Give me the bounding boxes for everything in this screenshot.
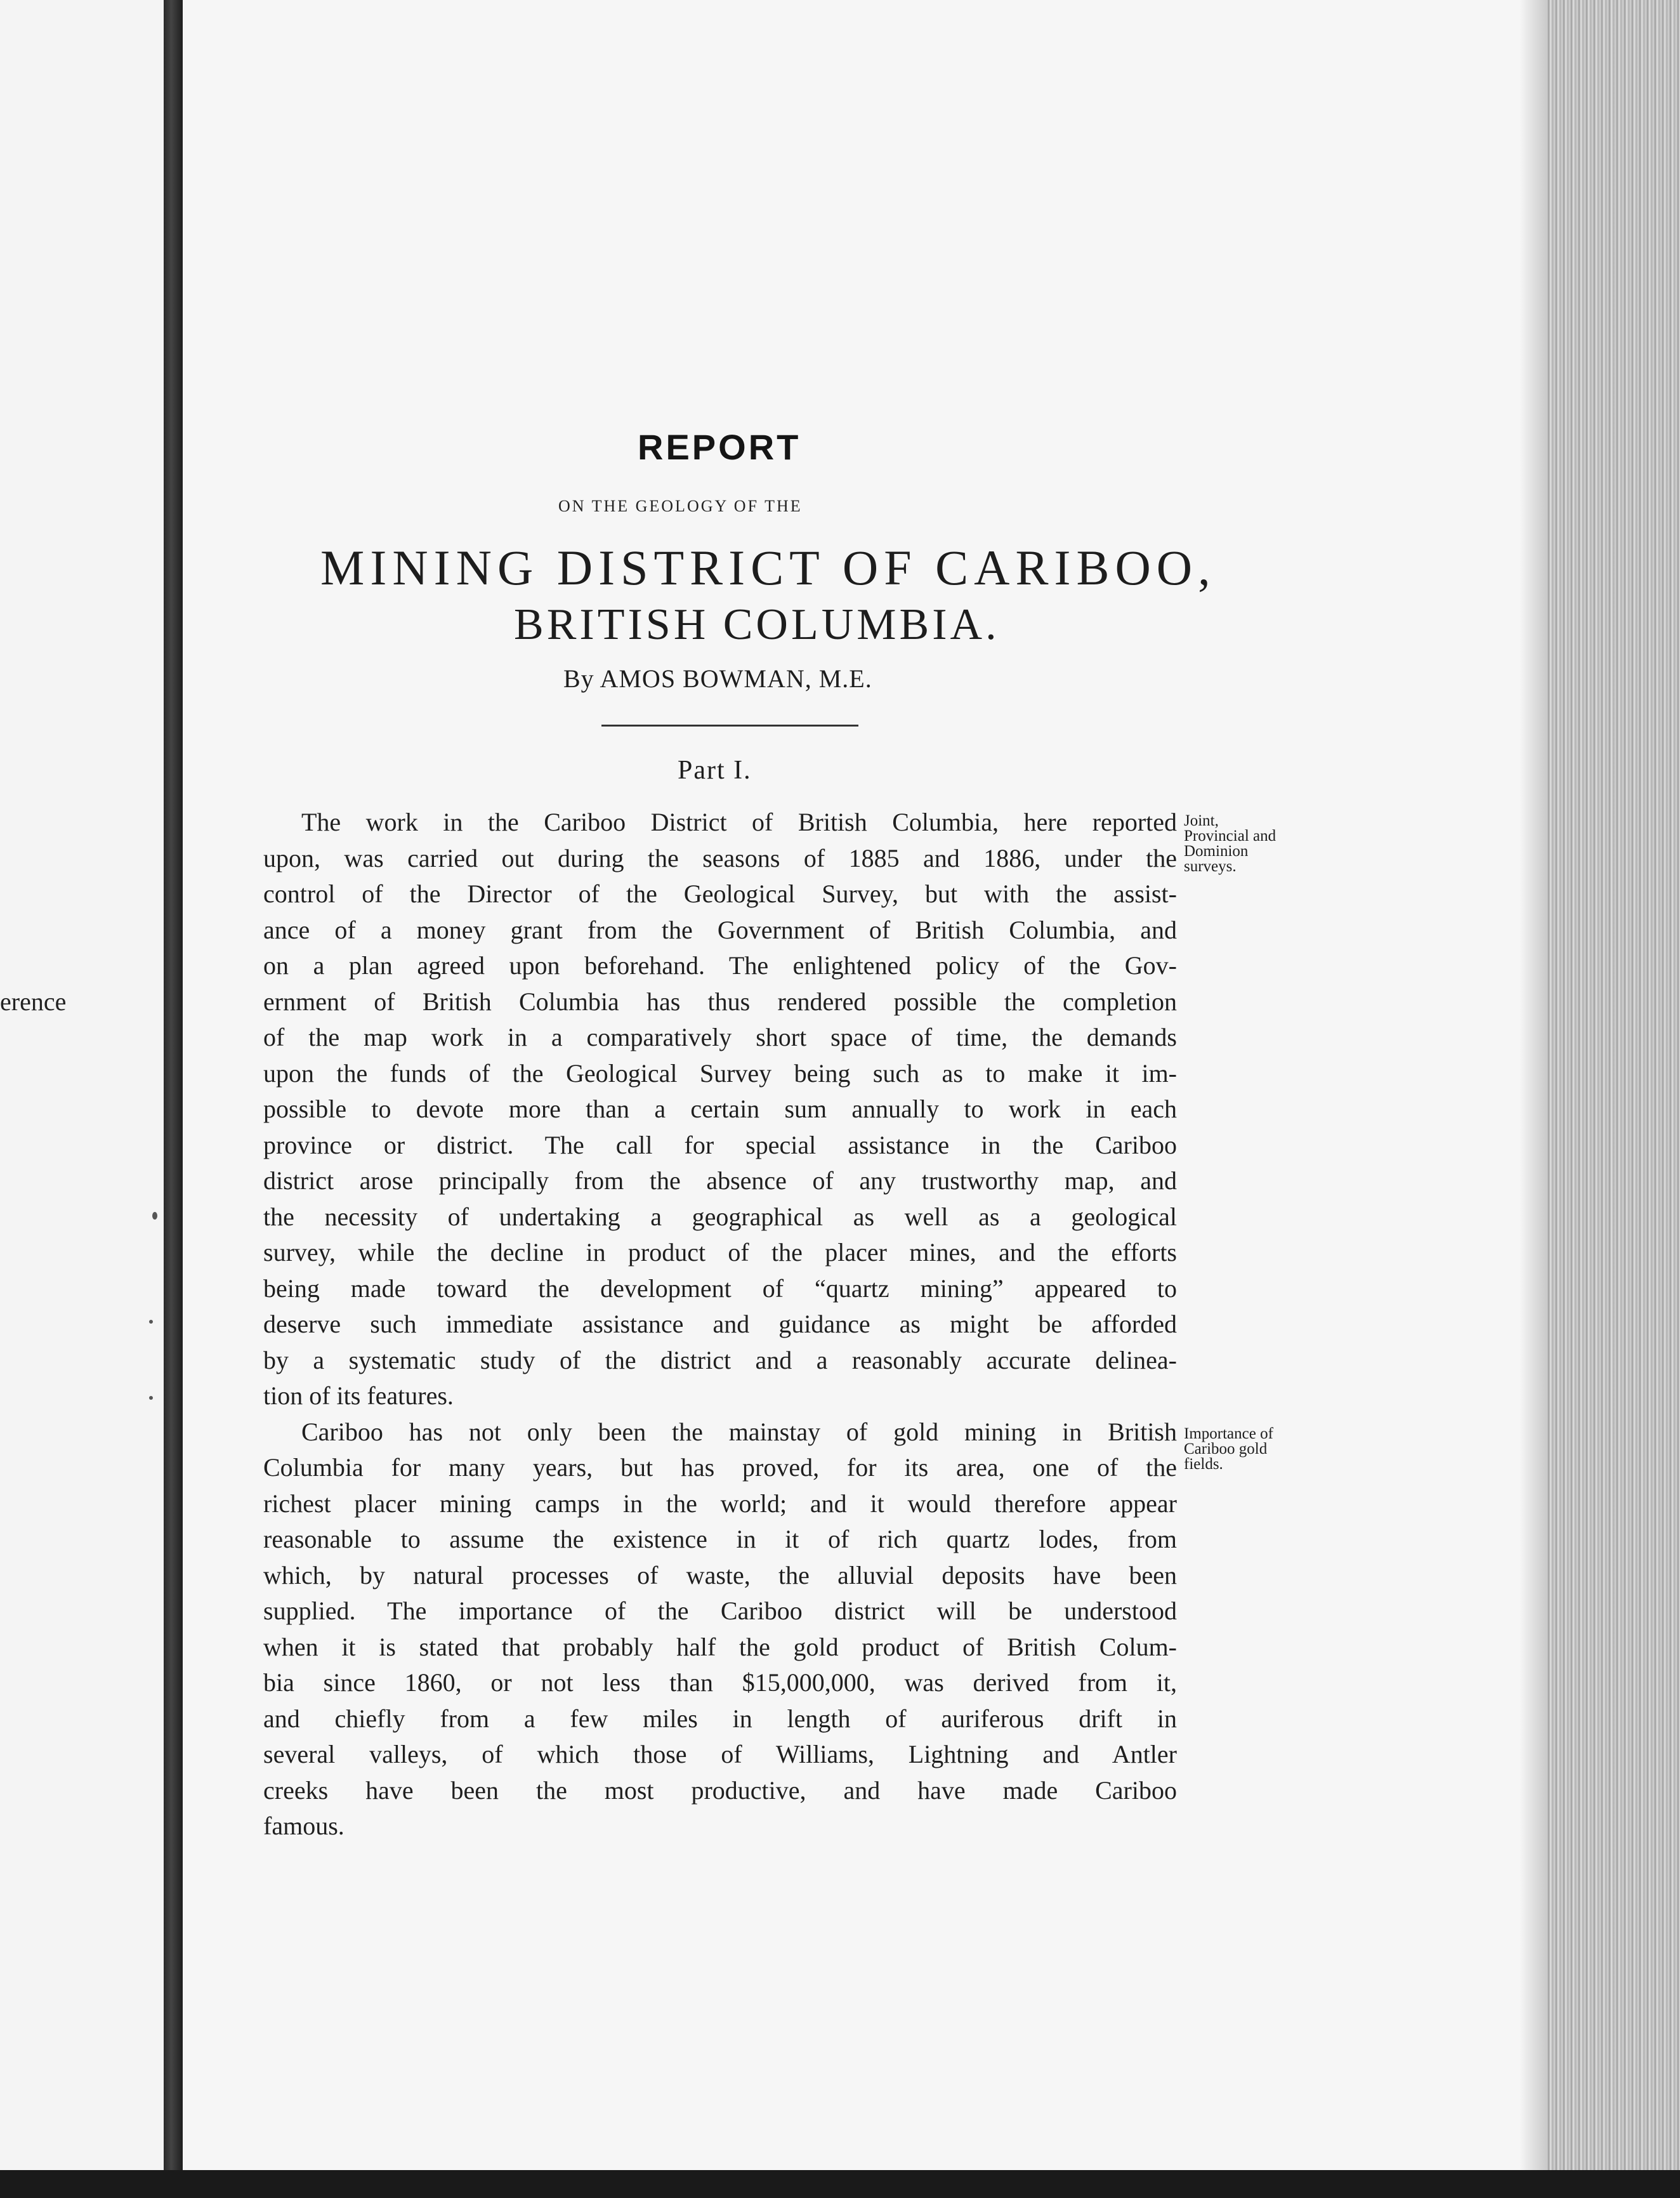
text-line: by a systematic study of the district and a reasonably accurate delinea- xyxy=(263,1345,1177,1374)
margin-note-line: Dominion xyxy=(1184,843,1249,860)
text-line: which, by natural processes of waste, the alluvial deposits have been xyxy=(263,1560,1177,1589)
margin-note-line: Provincial and xyxy=(1184,827,1276,845)
page-speck xyxy=(152,1212,157,1220)
text-line: richest placer mining camps in the world; and it would therefore appear xyxy=(263,1489,1177,1518)
text-line: famous. xyxy=(263,1812,345,1840)
text-line: district arose principally from the absence of any trustworthy map, and xyxy=(263,1166,1177,1195)
text-line: the necessity of undertaking a geographical as well as a geological xyxy=(263,1202,1177,1231)
text-line: when it is stated that probably half the gold product of British Colum- xyxy=(263,1632,1177,1661)
title-rule-divider xyxy=(601,725,858,727)
subtitle-on-geology: ON THE GEOLOGY OF THE xyxy=(558,497,803,515)
part-heading: Part I. xyxy=(678,756,752,785)
text-line: The work in the Cariboo District of British Columbia, here reported xyxy=(301,808,1177,836)
book-page-edges xyxy=(1547,0,1680,2198)
report-title: REPORT xyxy=(638,427,801,467)
text-line: upon the funds of the Geological Survey being such as to make it im- xyxy=(263,1058,1177,1088)
text-line: ernment of British Columbia has thus rendered possible the completion xyxy=(263,987,1177,1016)
text-line: of the map work in a comparatively short space of time, the demands xyxy=(263,1023,1177,1051)
body-text xyxy=(263,805,1177,1845)
text-line: tion of its features. xyxy=(263,1381,454,1410)
text-line: supplied. The importance of the Cariboo district will be understood xyxy=(263,1596,1177,1625)
text-line: and chiefly from a few miles in length of auriferous drift in xyxy=(263,1704,1177,1733)
text-line: control of the Director of the Geological Survey, but with the assist- xyxy=(263,879,1177,908)
page-speck xyxy=(149,1320,153,1324)
margin-note-line: surveys. xyxy=(1184,858,1237,875)
text-line: province or district. The call for special assistance in the Cariboo xyxy=(263,1130,1177,1159)
main-title-line-2: BRITISH COLUMBIA. xyxy=(514,600,1000,649)
text-line: on a plan agreed upon beforehand. The enlightened policy of the Gov- xyxy=(263,951,1177,980)
text-line: upon, was carried out during the seasons of 1885 and 1886, under the xyxy=(263,843,1177,872)
main-title-line-1: MINING DISTRICT OF CARIBOO, xyxy=(320,540,1216,595)
margin-note-line: fields. xyxy=(1184,1456,1223,1473)
text-line: creeks have been the most productive, and have made Cariboo xyxy=(263,1775,1177,1805)
margin-note-line: Importance of xyxy=(1184,1425,1273,1442)
page-speck xyxy=(149,1396,153,1400)
text-line: being made toward the development of “quartz mining” appeared to xyxy=(263,1273,1177,1303)
text-line: deserve such immediate assistance and guidance as might be afforded xyxy=(263,1310,1177,1338)
margin-note-line: Joint, xyxy=(1184,812,1219,829)
left-page-edge-word: erence xyxy=(0,987,67,1016)
text-line: Columbia for many years, but has proved, for its area, one of the xyxy=(263,1453,1177,1482)
text-line: several valleys, of which those of Williams, Lightning and Antler xyxy=(263,1740,1177,1768)
author-byline: By AMOS BOWMAN, M.E. xyxy=(563,664,872,693)
margin-note-line: Cariboo gold xyxy=(1184,1440,1268,1458)
margin-note-surveys xyxy=(1184,813,1276,874)
book-gutter xyxy=(164,0,183,2198)
text-line: reasonable to assume the existence in it of rich quartz lodes, from xyxy=(263,1525,1177,1553)
scan-bottom-border xyxy=(0,2170,1680,2198)
text-line: ance of a money grant from the Government of British Columbia, and xyxy=(263,915,1177,944)
text-line: survey, while the decline in product of the placer mines, and the efforts xyxy=(263,1238,1177,1267)
text-line: Cariboo has not only been the mainstay of gold mining in British xyxy=(301,1417,1177,1446)
margin-note-importance xyxy=(1184,1426,1273,1472)
text-line: possible to devote more than a certain sum annually to work in each xyxy=(263,1095,1177,1123)
left-facing-page xyxy=(0,0,164,2198)
text-line: bia since 1860, or not less than $15,000,000, was derived from it, xyxy=(263,1668,1177,1697)
